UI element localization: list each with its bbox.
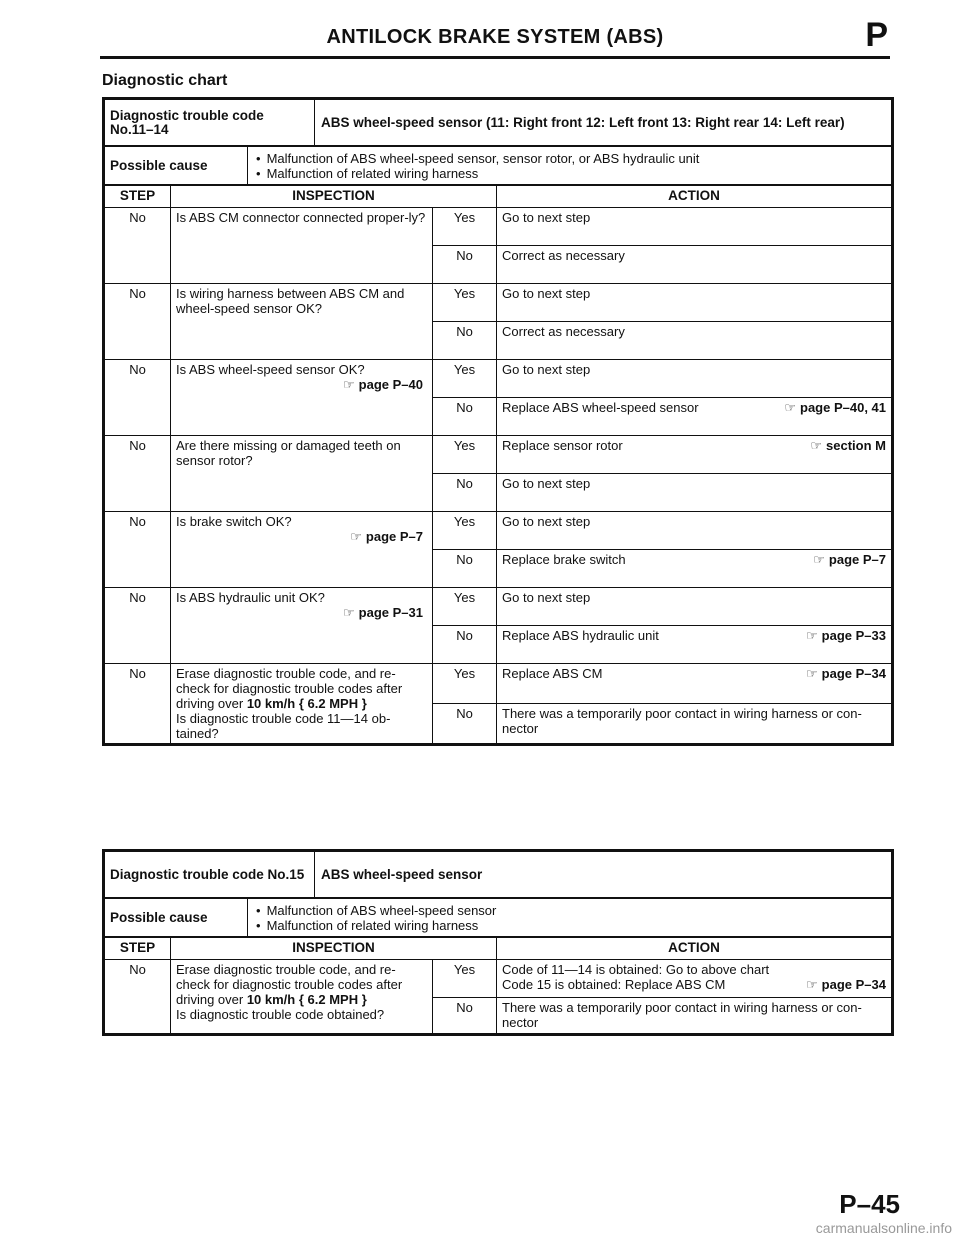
action-text: Replace sensor rotor xyxy=(502,438,623,453)
action-text: Replace ABS CM xyxy=(502,666,603,681)
inspection-text: Is ABS hydraulic unit OK? xyxy=(176,590,325,605)
reference-hand-icon: ☞ xyxy=(350,529,362,544)
inspection-text: Is wiring harness between ABS CM and wheel-speed sensor OK? xyxy=(176,286,405,316)
possible-cause-table xyxy=(104,146,892,185)
reference-hand-icon: ☞ xyxy=(806,628,818,643)
possible-cause-list xyxy=(248,147,892,185)
reference-hand-icon: ☞ xyxy=(784,400,796,415)
inspection-text: Is brake switch OK? xyxy=(176,514,292,529)
no-label: No xyxy=(433,398,497,436)
yes-label: Yes xyxy=(433,512,497,550)
step-column-header: STEP xyxy=(105,938,171,960)
cause-item: • Malfunction of ABS wheel-speed sensor xyxy=(254,903,885,918)
step-inspection xyxy=(171,588,433,664)
reference-text: page P–40, 41 xyxy=(800,400,886,415)
reference-hand-icon: ☞ xyxy=(343,605,355,620)
table-row xyxy=(105,208,892,246)
dtc-label: Diagnostic trouble code No.15 xyxy=(105,852,315,898)
inspection-text: Erase diagnostic trouble code, and re-check for diagnostic trouble codes after driving over xyxy=(176,962,403,1007)
inspection-text: Is ABS CM connector connected proper-ly? xyxy=(176,210,426,225)
action-column-header: ACTION xyxy=(497,186,892,208)
speed-value: 10 km/h { 6.2 MPH } xyxy=(246,992,367,1007)
table-row xyxy=(105,436,892,474)
yes-action xyxy=(497,436,892,474)
action-text: Correct as necessary xyxy=(502,248,625,263)
possible-cause-list xyxy=(248,899,892,937)
yes-label: Yes xyxy=(433,360,497,398)
yes-action xyxy=(497,208,892,246)
step-number: No xyxy=(105,960,171,1034)
no-label: No xyxy=(433,246,497,284)
page-reference xyxy=(176,529,427,544)
inspection-question: Is diagnostic trouble code obtained? xyxy=(176,1007,385,1022)
cause-item: • Malfunction of related wiring harness xyxy=(254,918,885,933)
diagnostic-chart-11-14 xyxy=(102,97,894,746)
no-action xyxy=(497,246,892,284)
cause-item: • Malfunction of ABS wheel-speed sensor, sensor rotor, or ABS hydraulic unit xyxy=(254,151,885,166)
reference-text: page P–31 xyxy=(358,605,423,620)
table-row xyxy=(105,360,892,398)
inspection-column-header: INSPECTION xyxy=(171,186,497,208)
step-number: No xyxy=(105,284,171,360)
no-label: No xyxy=(433,550,497,588)
action-text: Code of 11—14 is obtained: Go to above chart xyxy=(502,962,770,977)
action-text: Go to next step xyxy=(502,210,591,225)
step-inspection xyxy=(171,512,433,588)
inspection-text: Erase diagnostic trouble code, and re-check for diagnostic trouble codes after driving over xyxy=(176,666,403,711)
action-text: Go to next step xyxy=(502,362,591,377)
reference-text: section M xyxy=(826,438,886,453)
dtc-description: ABS wheel-speed sensor (11: Right front 12: Left front 13: Right rear 14: Left rear) xyxy=(315,100,892,146)
action-column-header: ACTION xyxy=(497,938,892,960)
step-column-header: STEP xyxy=(105,186,171,208)
yes-action xyxy=(497,512,892,550)
yes-action xyxy=(497,664,892,704)
no-action xyxy=(497,626,892,664)
page-reference xyxy=(806,977,886,992)
page-reference xyxy=(784,400,886,415)
action-text: Replace ABS hydraulic unit xyxy=(502,628,659,643)
page-reference xyxy=(176,377,427,392)
no-label: No xyxy=(433,474,497,512)
page-reference xyxy=(176,605,427,620)
step-inspection xyxy=(171,360,433,436)
cause-item: • Malfunction of related wiring harness xyxy=(254,166,885,181)
action-text: Go to next step xyxy=(502,590,591,605)
chart-header-table xyxy=(104,99,892,146)
yes-label: Yes xyxy=(433,664,497,704)
steps-table xyxy=(104,937,892,1034)
page-reference xyxy=(813,552,886,567)
inspection-text: Is ABS wheel-speed sensor OK? xyxy=(176,362,365,377)
page-reference xyxy=(806,628,886,643)
step-inspection xyxy=(171,208,433,284)
yes-label: Yes xyxy=(433,436,497,474)
no-action xyxy=(497,474,892,512)
reference-text: page P–7 xyxy=(365,529,423,544)
no-label: No xyxy=(433,322,497,360)
inspection-text: Are there missing or damaged teeth on sensor rotor? xyxy=(176,438,401,468)
steps-table xyxy=(104,185,892,744)
page-reference xyxy=(810,438,886,453)
page-number: P–45 xyxy=(839,1189,900,1219)
watermark: carmanualsonline.info xyxy=(815,1220,952,1236)
page-header xyxy=(100,16,890,59)
action-text: Code 15 is obtained: Replace ABS CM xyxy=(502,977,726,992)
table-row xyxy=(105,588,892,626)
action-text: Correct as necessary xyxy=(502,324,625,339)
reference-text: page P–33 xyxy=(821,628,886,643)
no-label: No xyxy=(433,998,497,1034)
no-action xyxy=(497,398,892,436)
reference-text: page P–34 xyxy=(821,977,886,992)
no-action: There was a temporarily poor contact in wiring harness or con-nector xyxy=(497,998,892,1034)
chart-header-table xyxy=(104,851,892,898)
page-reference xyxy=(806,666,886,681)
yes-label: Yes xyxy=(433,284,497,322)
no-label: No xyxy=(433,626,497,664)
possible-cause-table xyxy=(104,898,892,937)
step-number: No xyxy=(105,512,171,588)
yes-label: Yes xyxy=(433,588,497,626)
diagnostic-chart-15 xyxy=(102,849,894,1036)
yes-action xyxy=(497,588,892,626)
reference-hand-icon: ☞ xyxy=(813,552,825,567)
speed-value: 10 km/h { 6.2 MPH } xyxy=(246,696,367,711)
reference-text: page P–34 xyxy=(821,666,886,681)
yes-label: Yes xyxy=(433,208,497,246)
step-number: No xyxy=(105,360,171,436)
section-title: Diagnostic chart xyxy=(102,72,228,89)
table-row xyxy=(105,512,892,550)
no-action xyxy=(497,550,892,588)
possible-cause-label: Possible cause xyxy=(105,899,248,937)
yes-action xyxy=(497,284,892,322)
action-text: Go to next step xyxy=(502,286,591,301)
step-number: No xyxy=(105,588,171,664)
reference-text: page P–7 xyxy=(828,552,886,567)
table-row xyxy=(105,284,892,322)
possible-cause-label: Possible cause xyxy=(105,147,248,185)
dtc-description: ABS wheel-speed sensor xyxy=(315,852,892,898)
action-text: Replace ABS wheel-speed sensor xyxy=(502,400,699,415)
reference-hand-icon: ☞ xyxy=(343,377,355,392)
action-text: Go to next step xyxy=(502,514,591,529)
yes-label: Yes xyxy=(433,960,497,998)
reference-text: page P–40 xyxy=(358,377,423,392)
step-number: No xyxy=(105,436,171,512)
action-text xyxy=(502,977,886,992)
reference-hand-icon: ☞ xyxy=(810,438,823,453)
no-action: There was a temporarily poor contact in wiring harness or con-nector xyxy=(497,704,892,744)
action-text: Replace brake switch xyxy=(502,552,626,567)
no-action xyxy=(497,322,892,360)
section-letter: P xyxy=(865,16,888,54)
reference-hand-icon: ☞ xyxy=(806,977,818,992)
step-number: No xyxy=(105,208,171,284)
yes-action xyxy=(497,960,892,998)
inspection-column-header: INSPECTION xyxy=(171,938,497,960)
step-inspection xyxy=(171,960,433,1034)
step-inspection xyxy=(171,284,433,360)
page-title: ANTILOCK BRAKE SYSTEM (ABS) xyxy=(326,26,664,48)
yes-action xyxy=(497,360,892,398)
reference-hand-icon: ☞ xyxy=(806,666,818,681)
action-text: Go to next step xyxy=(502,476,591,491)
step-inspection xyxy=(171,436,433,512)
step-inspection xyxy=(171,664,433,744)
step-number: No xyxy=(105,664,171,744)
dtc-label: Diagnostic trouble code No.11–14 xyxy=(105,100,315,146)
inspection-question: Is diagnostic trouble code 11—14 ob-tained? xyxy=(176,711,391,741)
no-label: No xyxy=(433,704,497,744)
